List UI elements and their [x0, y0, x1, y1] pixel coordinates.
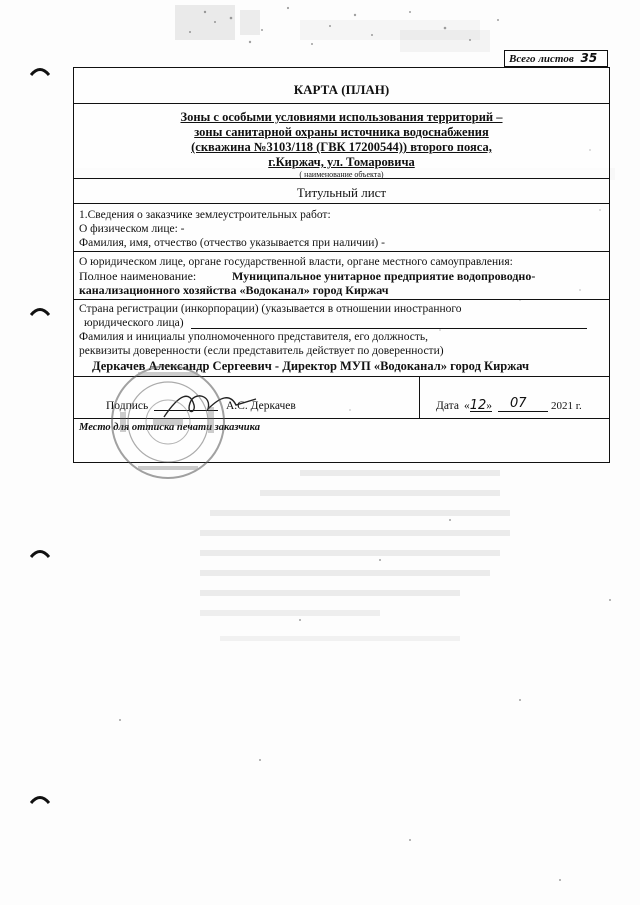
binding-hole-mark — [30, 306, 50, 316]
signatory-name: А.С. Деркачев — [226, 400, 296, 412]
date-field: «12» — [464, 398, 493, 413]
date-label: Дата — [436, 400, 459, 412]
signature-label: Подпись — [106, 400, 149, 412]
binding-hole-mark — [30, 794, 50, 804]
full-name-label: Полное наименование: — [79, 269, 197, 283]
rep-line-2: реквизиты доверенности (если представитель действует по доверенности) — [79, 345, 444, 357]
seal-stamp — [108, 362, 228, 482]
divider — [74, 103, 609, 104]
binding-hole-mark — [30, 548, 50, 558]
zone-line-4: г.Киржач, ул. Томаровича — [268, 155, 415, 169]
zone-line-2: зоны санитарной охраны источника водоснабжения — [194, 125, 489, 139]
date-year: 2021 г. — [551, 400, 582, 412]
full-name-value-2: канализационного хозяйства «Водоканал» город Киржач — [79, 283, 389, 297]
fio-line: Фамилия, имя, отчество (отчество указывается при наличии) - — [79, 237, 385, 249]
object-name-block — [74, 110, 609, 179]
individual-line: О физическом лице: - — [79, 223, 185, 235]
total-sheets-count: 35 — [580, 51, 598, 65]
rep-line-1: Фамилия и инициалы уполномоченного представителя, его должность, — [79, 331, 428, 343]
divider — [74, 203, 609, 204]
total-sheets-label: Всего листов — [509, 53, 574, 65]
full-name-value-1: Муниципальное унитарное предприятие водопроводно- — [232, 269, 536, 283]
country-fill-line — [191, 328, 587, 329]
customer-heading: 1.Сведения о заказчике землеустроительных работ: — [79, 209, 331, 221]
date-day: 12 — [469, 398, 487, 413]
legal-heading: О юридическом лице, органе государственной власти, органе местного самоуправления: — [79, 256, 513, 268]
zone-line-3: (скважина №3103/118 (ГВК 17200544)) второго пояса, — [191, 140, 492, 154]
divider — [74, 178, 609, 179]
country-line-2: юридического лица) — [84, 317, 184, 329]
stamp-place-label: Место для оттиска печати заказчика — [79, 422, 260, 433]
sheet-title: Титульный лист — [296, 185, 387, 200]
divider — [74, 251, 609, 252]
day-fill-line — [470, 411, 492, 412]
signature-divider — [419, 376, 420, 418]
divider — [74, 299, 609, 300]
month-fill-line — [498, 411, 548, 412]
date-month: 07 — [510, 396, 527, 411]
representative-value: Деркачев Александр Сергеевич - Директор МУП «Водоканал» город Киржач — [92, 359, 530, 373]
total-sheets-box — [504, 50, 608, 67]
object-caption: ( наименование объекта) — [299, 170, 384, 179]
zone-line-1: Зоны с особыми условиями использования территорий – — [180, 110, 503, 124]
binding-hole-mark — [30, 66, 50, 76]
document-title: КАРТА (ПЛАН) — [293, 82, 390, 97]
country-line-1: Страна регистрации (инкорпорации) (указывается в отношении иностранного — [79, 303, 462, 315]
